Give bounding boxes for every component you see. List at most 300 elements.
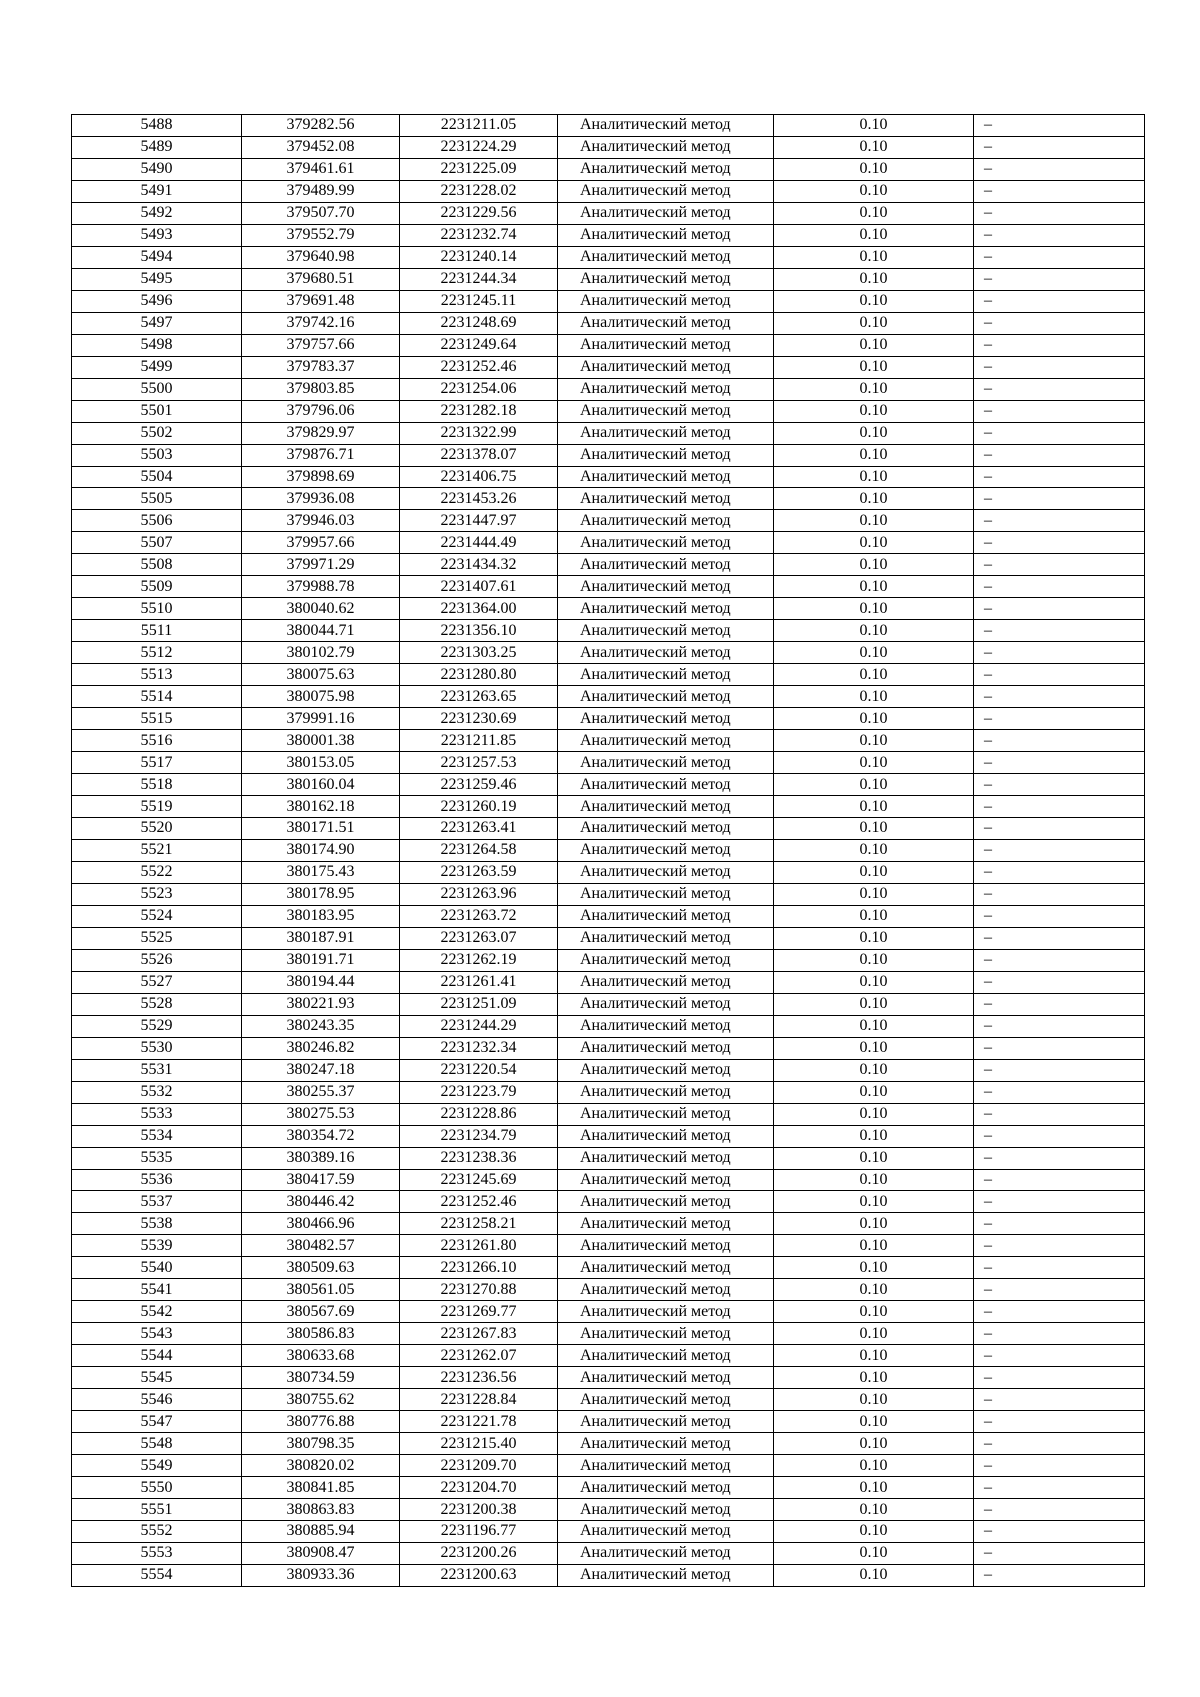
table-row xyxy=(72,1323,1145,1345)
accuracy-cell: 0.10 xyxy=(774,1213,974,1235)
y-coordinate-cell: 2231447.97 xyxy=(400,510,558,532)
method-cell: Аналитический метод xyxy=(558,730,774,752)
y-coordinate-cell: 2231211.85 xyxy=(400,730,558,752)
method-cell: Аналитический метод xyxy=(558,1564,774,1586)
accuracy-cell: 0.10 xyxy=(774,1433,974,1455)
point-number-cell: 5552 xyxy=(72,1521,242,1543)
accuracy-cell: 0.10 xyxy=(774,1169,974,1191)
method-cell: Аналитический метод xyxy=(558,1257,774,1279)
method-cell: Аналитический метод xyxy=(558,839,774,861)
method-cell: Аналитический метод xyxy=(558,290,774,312)
table-row xyxy=(72,730,1145,752)
point-number-cell: 5538 xyxy=(72,1213,242,1235)
accuracy-cell: 0.10 xyxy=(774,1564,974,1586)
x-coordinate-cell: 380389.16 xyxy=(242,1147,400,1169)
method-cell: Аналитический метод xyxy=(558,927,774,949)
description-cell: – xyxy=(974,1103,1145,1125)
point-number-cell: 5489 xyxy=(72,136,242,158)
description-cell: – xyxy=(974,1235,1145,1257)
point-number-cell: 5545 xyxy=(72,1367,242,1389)
accuracy-cell: 0.10 xyxy=(774,752,974,774)
x-coordinate-cell: 379936.08 xyxy=(242,488,400,510)
y-coordinate-cell: 2231196.77 xyxy=(400,1521,558,1543)
x-coordinate-cell: 379971.29 xyxy=(242,554,400,576)
method-cell: Аналитический метод xyxy=(558,1059,774,1081)
description-cell: – xyxy=(974,312,1145,334)
method-cell: Аналитический метод xyxy=(558,752,774,774)
accuracy-cell: 0.10 xyxy=(774,861,974,883)
x-coordinate-cell: 380221.93 xyxy=(242,993,400,1015)
description-cell: – xyxy=(974,598,1145,620)
accuracy-cell: 0.10 xyxy=(774,949,974,971)
method-cell: Аналитический метод xyxy=(558,905,774,927)
table-row xyxy=(72,576,1145,598)
description-cell: – xyxy=(974,664,1145,686)
accuracy-cell: 0.10 xyxy=(774,444,974,466)
table-row xyxy=(72,488,1145,510)
y-coordinate-cell: 2231260.19 xyxy=(400,796,558,818)
method-cell: Аналитический метод xyxy=(558,796,774,818)
method-cell: Аналитический метод xyxy=(558,1411,774,1433)
description-cell: – xyxy=(974,730,1145,752)
point-number-cell: 5542 xyxy=(72,1301,242,1323)
method-cell: Аналитический метод xyxy=(558,532,774,554)
description-cell: – xyxy=(974,400,1145,422)
y-coordinate-cell: 2231406.75 xyxy=(400,466,558,488)
point-number-cell: 5495 xyxy=(72,268,242,290)
table-row xyxy=(72,1059,1145,1081)
y-coordinate-cell: 2231211.05 xyxy=(400,115,558,137)
table-row xyxy=(72,115,1145,137)
y-coordinate-cell: 2231258.21 xyxy=(400,1213,558,1235)
y-coordinate-cell: 2231254.06 xyxy=(400,378,558,400)
point-number-cell: 5516 xyxy=(72,730,242,752)
table-row xyxy=(72,202,1145,224)
x-coordinate-cell: 380885.94 xyxy=(242,1521,400,1543)
method-cell: Аналитический метод xyxy=(558,1367,774,1389)
point-number-cell: 5550 xyxy=(72,1477,242,1499)
table-row xyxy=(72,752,1145,774)
point-number-cell: 5543 xyxy=(72,1323,242,1345)
x-coordinate-cell: 379796.06 xyxy=(242,400,400,422)
y-coordinate-cell: 2231245.11 xyxy=(400,290,558,312)
accuracy-cell: 0.10 xyxy=(774,290,974,312)
x-coordinate-cell: 380075.63 xyxy=(242,664,400,686)
y-coordinate-cell: 2231238.36 xyxy=(400,1147,558,1169)
accuracy-cell: 0.10 xyxy=(774,1389,974,1411)
y-coordinate-cell: 2231223.79 xyxy=(400,1081,558,1103)
x-coordinate-cell: 380561.05 xyxy=(242,1279,400,1301)
x-coordinate-cell: 379742.16 xyxy=(242,312,400,334)
accuracy-cell: 0.10 xyxy=(774,1542,974,1564)
x-coordinate-cell: 380178.95 xyxy=(242,883,400,905)
table-row xyxy=(72,136,1145,158)
accuracy-cell: 0.10 xyxy=(774,1323,974,1345)
y-coordinate-cell: 2231322.99 xyxy=(400,422,558,444)
table-row xyxy=(72,378,1145,400)
point-number-cell: 5518 xyxy=(72,774,242,796)
x-coordinate-cell: 380446.42 xyxy=(242,1191,400,1213)
description-cell: – xyxy=(974,1037,1145,1059)
y-coordinate-cell: 2231221.78 xyxy=(400,1411,558,1433)
table-row xyxy=(72,818,1145,840)
description-cell: – xyxy=(974,1499,1145,1521)
y-coordinate-cell: 2231230.69 xyxy=(400,708,558,730)
accuracy-cell: 0.10 xyxy=(774,1235,974,1257)
y-coordinate-cell: 2231200.38 xyxy=(400,1499,558,1521)
description-cell: – xyxy=(974,1521,1145,1543)
accuracy-cell: 0.10 xyxy=(774,883,974,905)
table-row xyxy=(72,334,1145,356)
table-row xyxy=(72,1411,1145,1433)
accuracy-cell: 0.10 xyxy=(774,422,974,444)
y-coordinate-cell: 2231263.65 xyxy=(400,686,558,708)
accuracy-cell: 0.10 xyxy=(774,1059,974,1081)
table-row xyxy=(72,708,1145,730)
accuracy-cell: 0.10 xyxy=(774,378,974,400)
method-cell: Аналитический метод xyxy=(558,312,774,334)
x-coordinate-cell: 380586.83 xyxy=(242,1323,400,1345)
table-row xyxy=(72,246,1145,268)
method-cell: Аналитический метод xyxy=(558,1345,774,1367)
accuracy-cell: 0.10 xyxy=(774,839,974,861)
y-coordinate-cell: 2231228.86 xyxy=(400,1103,558,1125)
table-row xyxy=(72,949,1145,971)
x-coordinate-cell: 380863.83 xyxy=(242,1499,400,1521)
description-cell: – xyxy=(974,1411,1145,1433)
point-number-cell: 5533 xyxy=(72,1103,242,1125)
method-cell: Аналитический метод xyxy=(558,554,774,576)
method-cell: Аналитический метод xyxy=(558,246,774,268)
point-number-cell: 5525 xyxy=(72,927,242,949)
description-cell: – xyxy=(974,356,1145,378)
table-row xyxy=(72,620,1145,642)
x-coordinate-cell: 380243.35 xyxy=(242,1015,400,1037)
point-number-cell: 5528 xyxy=(72,993,242,1015)
method-cell: Аналитический метод xyxy=(558,334,774,356)
table-row xyxy=(72,158,1145,180)
x-coordinate-cell: 379507.70 xyxy=(242,202,400,224)
point-number-cell: 5535 xyxy=(72,1147,242,1169)
method-cell: Аналитический метод xyxy=(558,115,774,137)
x-coordinate-cell: 380044.71 xyxy=(242,620,400,642)
accuracy-cell: 0.10 xyxy=(774,268,974,290)
y-coordinate-cell: 2231263.41 xyxy=(400,818,558,840)
table-row xyxy=(72,1433,1145,1455)
x-coordinate-cell: 379783.37 xyxy=(242,356,400,378)
y-coordinate-cell: 2231257.53 xyxy=(400,752,558,774)
description-cell: – xyxy=(974,422,1145,444)
description-cell: – xyxy=(974,1367,1145,1389)
accuracy-cell: 0.10 xyxy=(774,1037,974,1059)
table-row xyxy=(72,1564,1145,1586)
method-cell: Аналитический метод xyxy=(558,1147,774,1169)
coordinate-table xyxy=(71,114,1145,1587)
y-coordinate-cell: 2231224.29 xyxy=(400,136,558,158)
accuracy-cell: 0.10 xyxy=(774,1125,974,1147)
x-coordinate-cell: 380734.59 xyxy=(242,1367,400,1389)
accuracy-cell: 0.10 xyxy=(774,1015,974,1037)
description-cell: – xyxy=(974,1015,1145,1037)
y-coordinate-cell: 2231252.46 xyxy=(400,356,558,378)
x-coordinate-cell: 380183.95 xyxy=(242,905,400,927)
description-cell: – xyxy=(974,927,1145,949)
y-coordinate-cell: 2231263.59 xyxy=(400,861,558,883)
x-coordinate-cell: 379957.66 xyxy=(242,532,400,554)
point-number-cell: 5511 xyxy=(72,620,242,642)
x-coordinate-cell: 379552.79 xyxy=(242,224,400,246)
accuracy-cell: 0.10 xyxy=(774,1499,974,1521)
table-row xyxy=(72,180,1145,202)
point-number-cell: 5553 xyxy=(72,1542,242,1564)
point-number-cell: 5499 xyxy=(72,356,242,378)
y-coordinate-cell: 2231262.19 xyxy=(400,949,558,971)
method-cell: Аналитический метод xyxy=(558,1389,774,1411)
table-row xyxy=(72,1125,1145,1147)
point-number-cell: 5554 xyxy=(72,1564,242,1586)
table-row xyxy=(72,1015,1145,1037)
point-number-cell: 5507 xyxy=(72,532,242,554)
point-number-cell: 5534 xyxy=(72,1125,242,1147)
description-cell: – xyxy=(974,1147,1145,1169)
accuracy-cell: 0.10 xyxy=(774,620,974,642)
accuracy-cell: 0.10 xyxy=(774,1477,974,1499)
point-number-cell: 5498 xyxy=(72,334,242,356)
x-coordinate-cell: 379946.03 xyxy=(242,510,400,532)
y-coordinate-cell: 2231232.34 xyxy=(400,1037,558,1059)
table-row xyxy=(72,554,1145,576)
point-number-cell: 5497 xyxy=(72,312,242,334)
description-cell: – xyxy=(974,532,1145,554)
x-coordinate-cell: 379461.61 xyxy=(242,158,400,180)
y-coordinate-cell: 2231251.09 xyxy=(400,993,558,1015)
description-cell: – xyxy=(974,1301,1145,1323)
accuracy-cell: 0.10 xyxy=(774,158,974,180)
table-row xyxy=(72,1455,1145,1477)
point-number-cell: 5508 xyxy=(72,554,242,576)
point-number-cell: 5527 xyxy=(72,971,242,993)
point-number-cell: 5540 xyxy=(72,1257,242,1279)
method-cell: Аналитический метод xyxy=(558,708,774,730)
table-row xyxy=(72,664,1145,686)
method-cell: Аналитический метод xyxy=(558,1477,774,1499)
y-coordinate-cell: 2231228.02 xyxy=(400,180,558,202)
point-number-cell: 5524 xyxy=(72,905,242,927)
description-cell: – xyxy=(974,752,1145,774)
accuracy-cell: 0.10 xyxy=(774,1345,974,1367)
description-cell: – xyxy=(974,774,1145,796)
y-coordinate-cell: 2231225.09 xyxy=(400,158,558,180)
method-cell: Аналитический метод xyxy=(558,1103,774,1125)
x-coordinate-cell: 380187.91 xyxy=(242,927,400,949)
accuracy-cell: 0.10 xyxy=(774,664,974,686)
y-coordinate-cell: 2231407.61 xyxy=(400,576,558,598)
y-coordinate-cell: 2231200.63 xyxy=(400,1564,558,1586)
method-cell: Аналитический метод xyxy=(558,949,774,971)
x-coordinate-cell: 380933.36 xyxy=(242,1564,400,1586)
accuracy-cell: 0.10 xyxy=(774,774,974,796)
x-coordinate-cell: 380509.63 xyxy=(242,1257,400,1279)
accuracy-cell: 0.10 xyxy=(774,400,974,422)
method-cell: Аналитический метод xyxy=(558,1169,774,1191)
method-cell: Аналитический метод xyxy=(558,444,774,466)
accuracy-cell: 0.10 xyxy=(774,1191,974,1213)
point-number-cell: 5541 xyxy=(72,1279,242,1301)
table-row xyxy=(72,642,1145,664)
accuracy-cell: 0.10 xyxy=(774,708,974,730)
x-coordinate-cell: 379282.56 xyxy=(242,115,400,137)
x-coordinate-cell: 380040.62 xyxy=(242,598,400,620)
method-cell: Аналитический метод xyxy=(558,1323,774,1345)
x-coordinate-cell: 380567.69 xyxy=(242,1301,400,1323)
table-row xyxy=(72,1235,1145,1257)
y-coordinate-cell: 2231263.07 xyxy=(400,927,558,949)
point-number-cell: 5513 xyxy=(72,664,242,686)
method-cell: Аналитический метод xyxy=(558,378,774,400)
y-coordinate-cell: 2231263.72 xyxy=(400,905,558,927)
accuracy-cell: 0.10 xyxy=(774,356,974,378)
table-row xyxy=(72,466,1145,488)
description-cell: – xyxy=(974,1433,1145,1455)
y-coordinate-cell: 2231270.88 xyxy=(400,1279,558,1301)
method-cell: Аналитический метод xyxy=(558,1037,774,1059)
description-cell: – xyxy=(974,224,1145,246)
accuracy-cell: 0.10 xyxy=(774,510,974,532)
description-cell: – xyxy=(974,1345,1145,1367)
accuracy-cell: 0.10 xyxy=(774,598,974,620)
accuracy-cell: 0.10 xyxy=(774,686,974,708)
table-row xyxy=(72,1037,1145,1059)
method-cell: Аналитический метод xyxy=(558,488,774,510)
y-coordinate-cell: 2231249.64 xyxy=(400,334,558,356)
description-cell: – xyxy=(974,905,1145,927)
table-row xyxy=(72,839,1145,861)
y-coordinate-cell: 2231244.29 xyxy=(400,1015,558,1037)
y-coordinate-cell: 2231209.70 xyxy=(400,1455,558,1477)
description-cell: – xyxy=(974,466,1145,488)
y-coordinate-cell: 2231245.69 xyxy=(400,1169,558,1191)
y-coordinate-cell: 2231252.46 xyxy=(400,1191,558,1213)
method-cell: Аналитический метод xyxy=(558,1521,774,1543)
description-cell: – xyxy=(974,1279,1145,1301)
description-cell: – xyxy=(974,136,1145,158)
x-coordinate-cell: 380162.18 xyxy=(242,796,400,818)
x-coordinate-cell: 379757.66 xyxy=(242,334,400,356)
accuracy-cell: 0.10 xyxy=(774,136,974,158)
x-coordinate-cell: 380246.82 xyxy=(242,1037,400,1059)
table-row xyxy=(72,883,1145,905)
accuracy-cell: 0.10 xyxy=(774,971,974,993)
accuracy-cell: 0.10 xyxy=(774,488,974,510)
method-cell: Аналитический метод xyxy=(558,664,774,686)
point-number-cell: 5506 xyxy=(72,510,242,532)
table-row xyxy=(72,686,1145,708)
method-cell: Аналитический метод xyxy=(558,883,774,905)
table-row xyxy=(72,1103,1145,1125)
x-coordinate-cell: 380820.02 xyxy=(242,1455,400,1477)
y-coordinate-cell: 2231229.56 xyxy=(400,202,558,224)
point-number-cell: 5522 xyxy=(72,861,242,883)
accuracy-cell: 0.10 xyxy=(774,1455,974,1477)
method-cell: Аналитический метод xyxy=(558,774,774,796)
y-coordinate-cell: 2231453.26 xyxy=(400,488,558,510)
accuracy-cell: 0.10 xyxy=(774,730,974,752)
y-coordinate-cell: 2231248.69 xyxy=(400,312,558,334)
point-number-cell: 5539 xyxy=(72,1235,242,1257)
method-cell: Аналитический метод xyxy=(558,971,774,993)
method-cell: Аналитический метод xyxy=(558,466,774,488)
point-number-cell: 5505 xyxy=(72,488,242,510)
method-cell: Аналитический метод xyxy=(558,202,774,224)
table-row xyxy=(72,796,1145,818)
x-coordinate-cell: 379803.85 xyxy=(242,378,400,400)
accuracy-cell: 0.10 xyxy=(774,576,974,598)
description-cell: – xyxy=(974,993,1145,1015)
y-coordinate-cell: 2231263.96 xyxy=(400,883,558,905)
point-number-cell: 5496 xyxy=(72,290,242,312)
x-coordinate-cell: 379876.71 xyxy=(242,444,400,466)
method-cell: Аналитический метод xyxy=(558,356,774,378)
x-coordinate-cell: 380247.18 xyxy=(242,1059,400,1081)
x-coordinate-cell: 380908.47 xyxy=(242,1542,400,1564)
y-coordinate-cell: 2231269.77 xyxy=(400,1301,558,1323)
accuracy-cell: 0.10 xyxy=(774,115,974,137)
accuracy-cell: 0.10 xyxy=(774,334,974,356)
method-cell: Аналитический метод xyxy=(558,620,774,642)
x-coordinate-cell: 380798.35 xyxy=(242,1433,400,1455)
table-row xyxy=(72,422,1145,444)
method-cell: Аналитический метод xyxy=(558,1081,774,1103)
method-cell: Аналитический метод xyxy=(558,422,774,444)
point-number-cell: 5549 xyxy=(72,1455,242,1477)
description-cell: – xyxy=(974,796,1145,818)
x-coordinate-cell: 380102.79 xyxy=(242,642,400,664)
point-number-cell: 5492 xyxy=(72,202,242,224)
y-coordinate-cell: 2231244.34 xyxy=(400,268,558,290)
point-number-cell: 5494 xyxy=(72,246,242,268)
accuracy-cell: 0.10 xyxy=(774,466,974,488)
table-row xyxy=(72,905,1145,927)
accuracy-cell: 0.10 xyxy=(774,1279,974,1301)
description-cell: – xyxy=(974,1323,1145,1345)
description-cell: – xyxy=(974,1389,1145,1411)
description-cell: – xyxy=(974,576,1145,598)
description-cell: – xyxy=(974,268,1145,290)
x-coordinate-cell: 379640.98 xyxy=(242,246,400,268)
method-cell: Аналитический метод xyxy=(558,136,774,158)
description-cell: – xyxy=(974,1542,1145,1564)
y-coordinate-cell: 2231228.84 xyxy=(400,1389,558,1411)
accuracy-cell: 0.10 xyxy=(774,1257,974,1279)
point-number-cell: 5526 xyxy=(72,949,242,971)
table-row xyxy=(72,356,1145,378)
point-number-cell: 5503 xyxy=(72,444,242,466)
x-coordinate-cell: 379680.51 xyxy=(242,268,400,290)
method-cell: Аналитический метод xyxy=(558,1542,774,1564)
accuracy-cell: 0.10 xyxy=(774,993,974,1015)
x-coordinate-cell: 379898.69 xyxy=(242,466,400,488)
accuracy-cell: 0.10 xyxy=(774,532,974,554)
description-cell: – xyxy=(974,1169,1145,1191)
description-cell: – xyxy=(974,818,1145,840)
table-row xyxy=(72,1345,1145,1367)
x-coordinate-cell: 379988.78 xyxy=(242,576,400,598)
accuracy-cell: 0.10 xyxy=(774,1147,974,1169)
accuracy-cell: 0.10 xyxy=(774,927,974,949)
x-coordinate-cell: 380160.04 xyxy=(242,774,400,796)
description-cell: – xyxy=(974,1257,1145,1279)
x-coordinate-cell: 380153.05 xyxy=(242,752,400,774)
